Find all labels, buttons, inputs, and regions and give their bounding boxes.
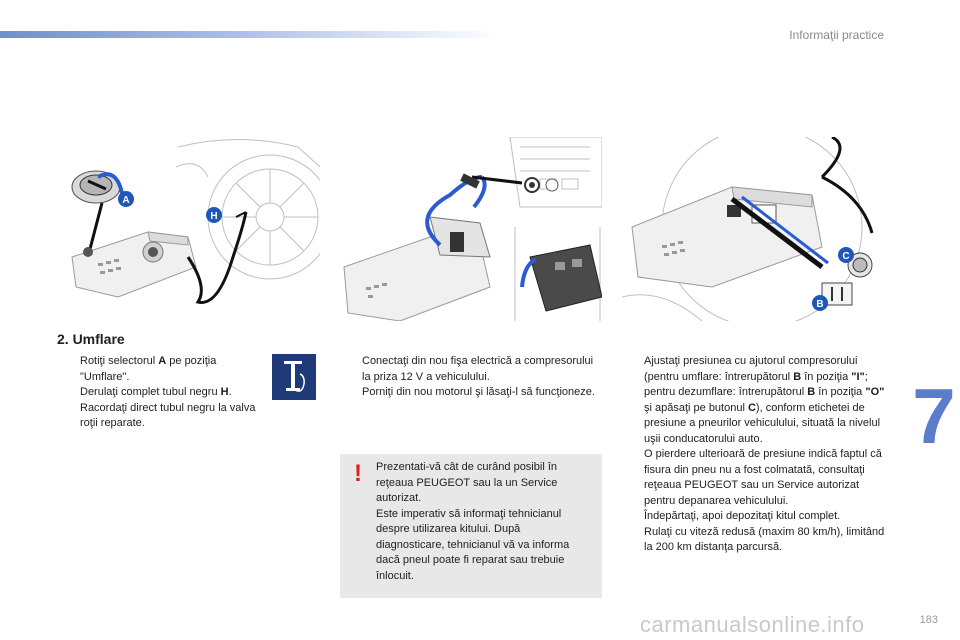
figure-power-socket [340,137,602,321]
list-item: Racordaţi direct tubul negru la valva roţii reparate. [80,401,256,429]
svg-text:H: H [210,211,218,222]
figure-label-H [206,207,222,223]
section-heading: 2. Umflare [57,331,125,347]
list-item: Porniţi din nou motorul şi lăsaţi-l să funcţioneze. [362,386,595,398]
svg-text:B: B [816,299,824,310]
warning-icon: ! [354,460,362,487]
chapter-number: 7 [912,372,956,460]
list-item: Conectaţi din nou fişa electrică a compresorului la priza 12 V a vehiculului. [362,355,594,383]
list-item: Îndepărtaţi, apoi depozitaţi kitul complet. [644,510,841,522]
figure-label-A [118,191,134,207]
ignition-key [530,245,602,311]
tyre-pump-icon [272,354,316,400]
warning-box [340,454,602,598]
list-item: Ajustaţi presiunea cu ajutorul compresorului (pentru umflare: întrerupătorul B în poziţia "I"; pentru dezumflare: întrerupătorul B în poziţia "O" şi apăsaţi pe butonul C), conform etichetei de presiune a pneurilor vehiculului, situată la nivelul uşii conducatorului auto. O pierdere ulterioară de presiune indică faptul că fisura din pneu nu a fost colmatată, consultaţi reţeaua PEUGEOT sau un Service autorizat pentru depanarea vehiculului. [644,355,885,507]
pressure-loss-note: O pierdere ulterioară de presiune indică faptul că fisura din pneu nu a fost colmatată, consultaţi reţeaua PEUGEOT sau un Service autorizat pentru depanarea vehiculului. [644,448,882,507]
figure-label-B [812,295,828,311]
list-item: Rotiţi selectorul A pe poziţia "Umflare". [80,355,217,383]
list-item: Rulaţi cu viteză redusă (maxim 80 km/h), limitând la 200 km distanţa parcursă. [644,525,885,553]
list-item: Derulaţi complet tubul negru H. [80,386,232,398]
svg-text:C: C [842,251,850,262]
instruction-list-3 [622,354,890,556]
figure-pressure-adjust [622,137,884,321]
header-accent-bar [0,31,500,38]
watermark: carmanualsonline.info [640,612,865,637]
figure-compressor-selector [58,137,320,321]
compressor-body-2 [344,217,490,321]
svg-text:A: A [122,195,130,206]
warning-text: Prezentati-vă cât de curând posibil în reţeaua PEUGEOT sau la un Service autorizat. Este imperativ să informaţi tehnicianul despre utilizarea kitului. După diagnosticare, tehnicianul vă va informa dacă pneul poate fi reparat sau trebuie înlocuit. [376,461,570,582]
figure-label-C [838,247,854,263]
section-title: Informaţii practice [789,28,884,42]
instruction-list-1 [58,354,263,432]
instruction-list-2 [340,354,602,401]
page-number: 183 [919,614,938,626]
